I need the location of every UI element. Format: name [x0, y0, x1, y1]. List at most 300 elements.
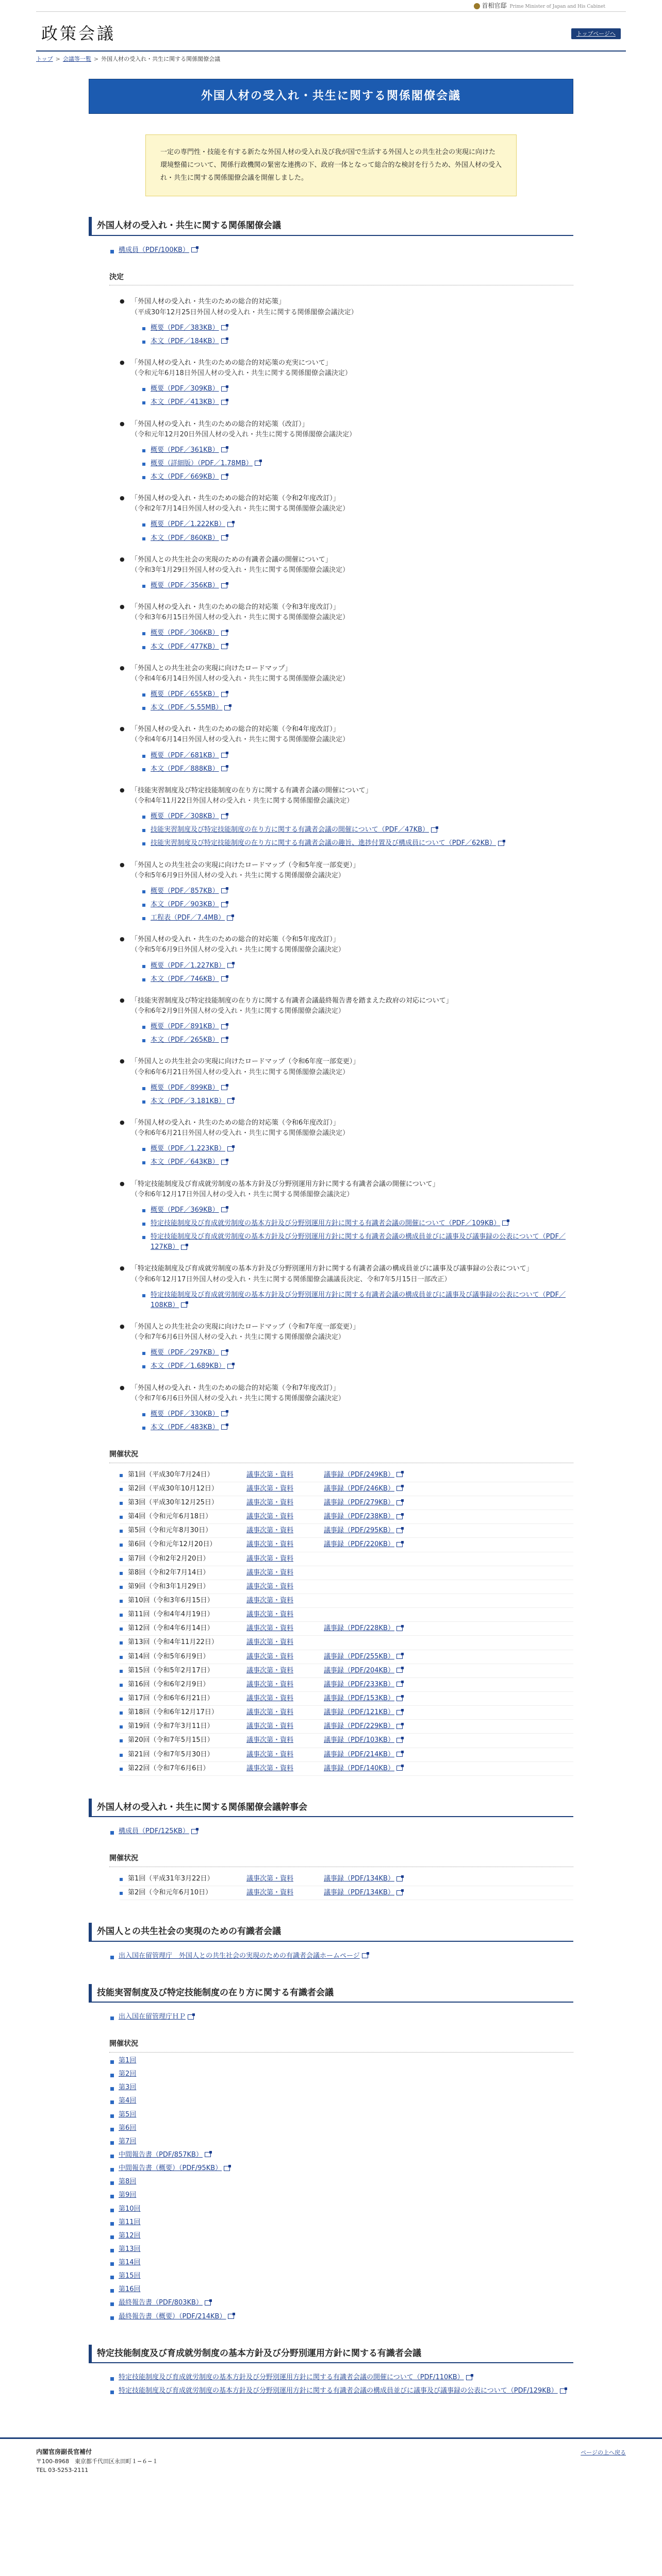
meeting-minutes-cell	[324, 1498, 427, 1508]
pdf-link[interactable]: 特定技能制度及び育成就労制度の基本方針及び分野別運用方針に関する有識者会議の開催について（PDF／109KB）	[151, 1219, 501, 1227]
decision-subtitle: （令和6年12月17日外国人材の受入れ・共生に関する関係閣僚会議議長決定、令和7年5月15日一部改正）	[131, 1275, 451, 1283]
pdf-link[interactable]: 概要（PDF／297KB）	[151, 1349, 219, 1357]
list-item	[142, 1232, 573, 1252]
pdf-link[interactable]: 概要（PDF／369KB）	[151, 1206, 219, 1214]
decision-item	[120, 555, 573, 591]
pdf-link[interactable]: 概要（PDF／891KB）	[151, 1023, 219, 1031]
meeting-minutes-cell	[324, 1666, 427, 1676]
external-link-icon	[205, 2300, 211, 2306]
decision-item	[120, 1383, 573, 1433]
external-link-icon	[466, 2375, 472, 2380]
pdf-link[interactable]: 特定技能制度及び育成就労制度の基本方針及び分野別運用方針に関する有識者会議の構成員並びに議事及び議事録の公表について（PDF／108KB）	[151, 1291, 566, 1309]
meeting-docs-link[interactable]: 議事次第・資料	[246, 1554, 294, 1563]
meeting-label: 第5回（令和元年8月30日）	[128, 1527, 212, 1535]
meeting-docs-cell	[246, 1707, 324, 1718]
meeting-link[interactable]: 第15回	[119, 2272, 141, 2280]
pdf-link[interactable]: 特定技能制度及び育成就労制度の基本方針及び分野別運用方針に関する有識者会議の開催について（PDF/110KB）	[119, 2374, 464, 2382]
meeting-docs-link[interactable]: 議事次第・資料	[246, 1597, 294, 1605]
meeting-label: 第13回（令和4年11月22日）	[128, 1638, 218, 1647]
decision-title: 「外国人材の受入れ・共生のための総合的対応策（令和2年度改訂）」	[131, 495, 340, 503]
kantei-name: 首相官邸	[482, 2, 507, 9]
meeting-minutes-link[interactable]: 議事録（PDF/220KB）	[324, 1540, 394, 1549]
meeting-docs-link[interactable]: 議事次第・資料	[246, 1722, 294, 1731]
decision-item	[120, 1264, 573, 1311]
meeting-row	[120, 1580, 573, 1594]
decision-subtitle: （令和4年11月22日外国人材の受入れ・共生に関する関係閣僚会議決定）	[131, 797, 354, 805]
pdf-link[interactable]: 概要（PDF／361KB）	[151, 446, 219, 454]
list-item	[142, 689, 573, 700]
meeting-docs-cell	[246, 1526, 324, 1536]
meeting-row	[120, 1496, 573, 1510]
external-link-icon	[221, 1350, 227, 1355]
external-link-icon	[181, 1302, 187, 1308]
meeting-docs-link[interactable]: 議事次第・資料	[246, 1624, 294, 1633]
decision-links	[142, 1348, 573, 1371]
pdf-link[interactable]: 本文（PDF／669KB）	[151, 473, 219, 481]
external-link-icon	[221, 338, 227, 344]
list-item	[109, 2372, 573, 2383]
pdf-link[interactable]: 本文（PDF／477KB）	[151, 642, 219, 651]
meeting-link[interactable]: 第4回	[119, 2097, 137, 2105]
pdf-link[interactable]: 本文（PDF／746KB）	[151, 975, 219, 983]
external-link-icon	[396, 1668, 403, 1673]
list-item	[142, 581, 573, 591]
meeting-minutes-link[interactable]: 議事録（PDF/229KB）	[324, 1722, 394, 1731]
meeting-docs-cell	[246, 1512, 324, 1522]
meeting-docs-link[interactable]: 議事次第・資料	[246, 1540, 294, 1549]
meeting-docs-link[interactable]: 議事次第・資料	[246, 1582, 294, 1590]
meeting-link[interactable]: 中間報告書（概要）（PDF/95KB）	[119, 2164, 222, 2173]
pdf-link[interactable]: 本文（PDF／413KB）	[151, 398, 219, 406]
meeting-minutes-link[interactable]: 議事録（PDF/121KB）	[324, 1708, 394, 1717]
decision-links	[142, 581, 573, 591]
meeting-link[interactable]: 第2回	[119, 2070, 137, 2078]
pdf-link[interactable]: 工程表（PDF／7.4MB）	[151, 914, 225, 922]
intro-box: 一定の専門性・技能を有する新たな外国人材の受入れ及び我が国で生活する外国人との共生社会の実現に向けた環境整備について、関係行政機関の緊密な連携の下、政府一体となって総合的な検討を行うため、外国人材の受入れ・共生に関する関係閣僚会議を開催しました。	[145, 134, 517, 196]
pdf-link[interactable]: 本文（PDF／903KB）	[151, 901, 219, 908]
pdf-link[interactable]: 概要（PDF／1.222KB）	[151, 520, 225, 529]
meeting-docs-cell	[246, 1735, 324, 1745]
meeting-link[interactable]: 第10回	[119, 2205, 141, 2213]
meeting-minutes-link[interactable]: 議事録（PDF/233KB）	[324, 1680, 394, 1688]
meeting-row	[120, 1664, 573, 1678]
list-item	[109, 2056, 573, 2066]
external-site-link[interactable]: 出入国在留管理庁ＨＰ	[119, 2013, 186, 2021]
members-pdf-link[interactable]: 構成員（PDF/100KB）	[119, 246, 189, 254]
pdf-link[interactable]: 概要（PDF／899KB）	[151, 1083, 219, 1092]
decision-item	[120, 996, 573, 1046]
decision-item	[120, 358, 573, 408]
meeting-label: 第17回（令和6年6月21日）	[128, 1694, 214, 1702]
decision-subtitle: （令和5年6月9日外国人材の受入れ・共生に関する関係閣僚会議決定）	[131, 946, 345, 954]
top-page-button[interactable]: トップページへ	[571, 28, 621, 39]
list-item	[142, 642, 573, 652]
meeting-link[interactable]: 第13回	[119, 2245, 141, 2253]
meeting-label: 第16回（令和6年2月9日）	[128, 1680, 210, 1688]
meeting-minutes-link[interactable]: 議事録（PDF/134KB）	[324, 1889, 394, 1897]
meeting-link[interactable]: 第12回	[119, 2231, 141, 2240]
meeting-minutes-link[interactable]: 議事録（PDF/279KB）	[324, 1499, 394, 1507]
section-body	[89, 1817, 573, 1910]
pdf-link[interactable]: 本文（PDF／483KB）	[151, 1423, 219, 1431]
meeting-minutes-link[interactable]: 議事録（PDF/134KB）	[324, 1875, 394, 1883]
external-link-icon	[221, 1425, 227, 1430]
meeting-docs-link[interactable]: 議事次第・資料	[246, 1513, 294, 1521]
kantei-logo[interactable]	[474, 1, 605, 11]
external-link-icon	[255, 461, 261, 466]
pdf-link[interactable]: 本文（PDF／184KB）	[151, 337, 219, 345]
decision-subtitle: （令和4年6月14日外国人材の受入れ・共生に関する関係閣僚会議決定）	[131, 736, 350, 744]
decision-links	[142, 384, 573, 408]
meeting-docs-cell	[246, 1623, 324, 1634]
list-item	[109, 2190, 573, 2200]
external-link-icon	[221, 902, 227, 907]
decision-item	[120, 419, 573, 483]
list-item	[142, 838, 573, 849]
decision-subtitle: （令和3年1月29日外国人材の受入れ・共生に関する関係閣僚会議決定）	[131, 566, 350, 574]
list-item	[142, 533, 573, 544]
pdf-link[interactable]: 概要（PDF／308KB）	[151, 812, 219, 821]
meeting-link[interactable]: 最終報告書（概要）（PDF/214KB）	[119, 2312, 226, 2320]
external-link-icon	[221, 692, 227, 697]
meeting-row	[120, 1692, 573, 1706]
meeting-minutes-cell	[324, 1693, 427, 1704]
breadcrumb-home[interactable]: トップ	[36, 56, 53, 62]
meeting-docs-link[interactable]: 議事次第・資料	[246, 1666, 294, 1674]
meeting-docs-link[interactable]: 議事次第・資料	[246, 1652, 294, 1660]
external-link-icon	[221, 583, 227, 588]
external-link-icon	[221, 766, 227, 771]
meeting-row	[120, 1594, 573, 1608]
pdf-link[interactable]: 本文（PDF／860KB）	[151, 534, 219, 542]
meeting-link[interactable]: 第5回	[119, 2110, 137, 2119]
meeting-docs-cell	[246, 1470, 324, 1480]
meeting-row	[120, 1636, 573, 1650]
meeting-label: 第20回（令和7年5月15日）	[128, 1736, 214, 1744]
meeting-docs-cell	[246, 1693, 324, 1704]
decision-links	[142, 1083, 573, 1107]
decision-links	[142, 961, 573, 985]
list-item	[109, 2204, 573, 2214]
external-link-icon	[396, 1472, 403, 1477]
pdf-link[interactable]: 概要（PDF／681KB）	[151, 751, 219, 759]
external-site-link[interactable]: 出入国在留管理庁 外国人との共生社会の実現のための有識者会議ホームページ	[119, 1952, 360, 1960]
pdf-link[interactable]: 概要（PDF／306KB）	[151, 629, 219, 637]
external-link-icon	[396, 1766, 403, 1771]
list-item	[109, 2082, 573, 2093]
meeting-minutes-link[interactable]: 議事録（PDF/255KB）	[324, 1652, 394, 1660]
meeting-minutes-link[interactable]: 議事録（PDF/246KB）	[324, 1484, 394, 1493]
decision-links	[142, 628, 573, 652]
page-top-link[interactable]: ページの上へ戻る	[581, 2449, 626, 2456]
list-item	[142, 336, 573, 347]
breadcrumb-meetings[interactable]: 会議等一覧	[62, 56, 91, 62]
decision-links	[142, 445, 573, 482]
decision-links	[142, 886, 573, 923]
members-pdf-link[interactable]: 構成員（PDF/125KB）	[119, 1827, 189, 1836]
pdf-link[interactable]: 概要（PDF／356KB）	[151, 582, 219, 590]
decision-subtitle: （令和6年6月21日外国人材の受入れ・共生に関する関係閣僚会議決定）	[131, 1068, 350, 1076]
decision-links	[142, 811, 573, 849]
meeting-minutes-link[interactable]: 議事録（PDF/228KB）	[324, 1624, 394, 1633]
external-link-icon	[221, 474, 227, 480]
meeting-minutes-link[interactable]: 議事録（PDF/295KB）	[324, 1527, 394, 1535]
pdf-link[interactable]: 概要（PDF／383KB）	[151, 324, 219, 332]
external-link-icon	[227, 1098, 234, 1104]
meeting-minutes-cell	[324, 1623, 427, 1634]
meeting-docs-link[interactable]: 議事次第・資料	[246, 1611, 294, 1619]
list-item	[142, 1422, 573, 1433]
list-item	[142, 900, 573, 910]
decision-subtitle: （令和6年6月21日外国人材の受入れ・共生に関する関係閣僚会議決定）	[131, 1129, 350, 1138]
external-link-icon	[221, 1085, 227, 1090]
pdf-link[interactable]: 本文（PDF／5.55MB）	[151, 704, 223, 712]
meeting-minutes-link[interactable]: 議事録（PDF/249KB）	[324, 1470, 394, 1479]
external-link-icon	[221, 976, 227, 981]
decision-links	[142, 1022, 573, 1045]
list-item	[109, 2150, 573, 2160]
meeting-docs-cell	[246, 1764, 324, 1774]
meeting-minutes-link[interactable]: 議事録（PDF/204KB）	[324, 1666, 394, 1674]
external-link-icon	[396, 1710, 403, 1715]
meeting-docs-link[interactable]: 議事次第・資料	[246, 1750, 294, 1758]
meeting-label: 第3回（平成30年12月25日）	[128, 1499, 218, 1507]
list-item	[142, 472, 573, 482]
meeting-row	[120, 1538, 573, 1552]
section-body	[89, 2003, 573, 2332]
pdf-link[interactable]: 概要（PDF／857KB）	[151, 887, 219, 895]
list-item	[109, 2312, 573, 2322]
external-link-icon	[560, 2388, 566, 2394]
meeting-minutes-cell	[324, 1764, 427, 1774]
meeting-docs-cell	[246, 1554, 324, 1564]
section-title: 外国人との共生社会の実現のための有識者会議	[89, 1923, 573, 1941]
decision-links	[142, 1144, 573, 1167]
meeting-docs-cell	[246, 1582, 324, 1592]
meeting-row	[120, 1566, 573, 1580]
decision-title: 「外国人材の受入れ・共生のための総合的対応策」	[131, 298, 286, 306]
meeting-link[interactable]: 第3回	[119, 2083, 137, 2092]
meeting-label: 第21回（令和7年5月30日）	[128, 1750, 214, 1758]
site-title[interactable]: 政策会議	[41, 24, 116, 43]
decision-list	[120, 297, 573, 1433]
external-link-icon	[188, 2014, 194, 2020]
list-item	[109, 2163, 573, 2174]
breadcrumb-separator-icon: >	[55, 56, 60, 62]
pdf-link[interactable]: 概要（詳細版）（PDF／1.78MB）	[151, 459, 253, 467]
footer-org: 内閣官房副長官補付	[36, 2448, 92, 2456]
list-item	[142, 1290, 573, 1311]
decision-item	[120, 602, 573, 652]
pdf-link[interactable]: 特定技能制度及び育成就労制度の基本方針及び分野別運用方針に関する有識者会議の構成員並びに議事及び議事録の公表について（PDF/129KB）	[119, 2387, 558, 2395]
decision-item	[120, 1179, 573, 1253]
meeting-docs-cell	[246, 1680, 324, 1690]
meeting-minutes-link[interactable]: 議事録（PDF/140KB）	[324, 1764, 394, 1772]
meeting-docs-link[interactable]: 議事次第・資料	[246, 1527, 294, 1535]
decision-subtitle: （令和7年6月6日外国人材の受入れ・共生に関する関係閣僚会議決定）	[131, 1333, 345, 1342]
meeting-docs-link[interactable]: 議事次第・資料	[246, 1470, 294, 1479]
decision-title: 「外国人との共生社会の実現のための有識者会議の開催について」	[131, 555, 332, 564]
decision-item	[120, 724, 573, 774]
external-link-icon	[396, 1528, 403, 1533]
meeting-minutes-link[interactable]: 議事録（PDF/214KB）	[324, 1750, 394, 1758]
meeting-minutes-cell	[324, 1539, 427, 1550]
main-content	[89, 79, 573, 2406]
external-link-icon	[396, 1752, 403, 1757]
breadcrumb-current: 外国人材の受入れ・共生に関する関係閣僚会議	[101, 56, 221, 62]
pdf-link[interactable]: 技能実習制度及び特定技能制度の在り方に関する有識者会議の開催について（PDF／47KB）	[151, 826, 429, 834]
meeting-docs-link[interactable]: 議事次第・資料	[246, 1694, 294, 1702]
pdf-link[interactable]: 本文（PDF／3.181KB）	[151, 1097, 225, 1105]
external-link-icon	[396, 1500, 403, 1505]
list-item	[109, 2110, 573, 2120]
meeting-label: 第14回（令和5年6月9日）	[128, 1652, 210, 1660]
meeting-list	[109, 2056, 573, 2322]
meeting-minutes-link[interactable]: 議事録（PDF/103KB）	[324, 1736, 394, 1744]
meeting-docs-link[interactable]: 議事次第・資料	[246, 1638, 294, 1647]
meeting-docs-link[interactable]: 議事次第・資料	[246, 1764, 294, 1772]
pdf-link[interactable]: 概要（PDF／1.223KB）	[151, 1145, 225, 1153]
external-link-icon	[498, 841, 504, 846]
external-link-icon	[221, 888, 227, 893]
meeting-minutes-link[interactable]: 議事録（PDF/238KB）	[324, 1513, 394, 1521]
decision-item	[120, 494, 573, 544]
breadcrumb-separator-icon: >	[93, 56, 99, 62]
meeting-row	[120, 1706, 573, 1720]
meeting-label: 第18回（令和6年12月17日）	[128, 1708, 218, 1717]
meeting-row	[120, 1524, 573, 1538]
decision-subtitle: （令和元年12月20日外国人材の受入れ・共生に関する関係閣僚会議決定）	[131, 430, 356, 438]
decision-title: 「外国人材の受入れ・共生のための総合的対応策（令和5年度改訂）」	[131, 936, 340, 944]
pdf-link[interactable]: 本文（PDF／1.689KB）	[151, 1362, 225, 1370]
meetings-title: 開催状況	[109, 2036, 573, 2053]
pdf-link[interactable]: 概要（PDF／309KB）	[151, 385, 219, 393]
external-link-icon	[224, 705, 230, 710]
list-item	[142, 397, 573, 408]
decision-subtitle: （令和元年6月18日外国人材の受入れ・共生に関する関係閣僚会議決定）	[131, 369, 352, 378]
list-item	[142, 825, 573, 835]
list-item	[142, 519, 573, 530]
meeting-label: 第12回（令和4年6月14日）	[128, 1624, 214, 1633]
decision-links	[142, 1205, 573, 1253]
pdf-link[interactable]: 本文（PDF／643KB）	[151, 1158, 219, 1166]
decision-item	[120, 860, 573, 924]
meeting-docs-link[interactable]: 議事次第・資料	[246, 1484, 294, 1493]
meeting-docs-cell	[246, 1874, 324, 1884]
meeting-docs-link[interactable]: 議事次第・資料	[246, 1736, 294, 1744]
meetings-title: 開催状況	[109, 1446, 573, 1463]
list-item	[109, 2258, 573, 2268]
meeting-link[interactable]: 第6回	[119, 2124, 137, 2132]
meeting-row	[120, 1762, 573, 1776]
meeting-minutes-link[interactable]: 議事録（PDF/153KB）	[324, 1694, 394, 1702]
paulownia-crest-icon	[474, 3, 480, 9]
meeting-label: 第4回（令和元年6月18日）	[128, 1513, 212, 1521]
meeting-docs-cell	[246, 1568, 324, 1578]
decision-subtitle: （令和5年6月9日外国人材の受入れ・共生に関する関係閣僚会議決定）	[131, 871, 345, 879]
meeting-link[interactable]: 第11回	[119, 2218, 141, 2226]
meeting-row	[120, 1720, 573, 1734]
meeting-label: 第9回（令和3年1月29日）	[128, 1582, 210, 1590]
meeting-docs-link[interactable]: 議事次第・資料	[246, 1680, 294, 1688]
meeting-row	[120, 1886, 573, 1900]
meeting-link[interactable]: 第8回	[119, 2178, 137, 2186]
meeting-label: 第1回（平成31年3月22日）	[128, 1875, 214, 1883]
meeting-minutes-cell	[324, 1512, 427, 1522]
meeting-link[interactable]: 第7回	[119, 2137, 137, 2145]
section-body	[89, 2363, 573, 2406]
meeting-minutes-cell	[324, 1470, 427, 1480]
external-link-icon	[221, 644, 227, 649]
external-link-icon	[221, 447, 227, 452]
pdf-link[interactable]: 概要（PDF／330KB）	[151, 1410, 219, 1418]
meeting-docs-link[interactable]: 議事次第・資料	[246, 1889, 294, 1897]
pdf-link[interactable]: 技能実習制度及び特定技能制度の在り方に関する有識者会議の趣旨、進捗付置及び構成員について（PDF／62KB）	[151, 839, 496, 848]
decision-subtitle: （平成30年12月25日外国人材の受入れ・共生に関する関係閣僚会議決定）	[131, 308, 358, 316]
meeting-link[interactable]: 第1回	[119, 2056, 137, 2064]
meeting-link[interactable]: 第14回	[119, 2259, 141, 2267]
list-item	[142, 974, 573, 985]
footer	[0, 2437, 662, 2490]
meeting-label: 第2回（平成30年10月12日）	[128, 1484, 218, 1493]
list-item	[109, 2137, 573, 2147]
pdf-link[interactable]: 概要（PDF／1.227KB）	[151, 961, 225, 970]
meeting-label: 第6回（令和元年12月20日）	[128, 1540, 217, 1549]
external-link-icon	[221, 814, 227, 819]
meeting-docs-link[interactable]: 議事次第・資料	[246, 1708, 294, 1717]
list-item	[142, 1035, 573, 1045]
meeting-docs-link[interactable]: 議事次第・資料	[246, 1568, 294, 1577]
list-item	[109, 2284, 573, 2295]
decision-links	[142, 519, 573, 543]
decision-subtitle: （令和6年12月17日外国人材の受入れ・共生に関する関係閣僚会議決定）	[131, 1190, 354, 1198]
list-item	[109, 2231, 573, 2241]
section-title: 外国人材の受入れ・共生に関する関係閣僚会議	[89, 217, 573, 235]
meeting-link[interactable]: 第16回	[119, 2285, 141, 2294]
meeting-label: 第1回（平成30年7月24日）	[128, 1470, 214, 1479]
meeting-docs-link[interactable]: 議事次第・資料	[246, 1875, 294, 1883]
decision-item	[120, 1118, 573, 1168]
meeting-link[interactable]: 最終報告書（PDF/803KB）	[119, 2299, 203, 2307]
external-link-icon	[221, 1160, 227, 1165]
section-title: 外国人材の受入れ・共生に関する関係閣僚会議幹事会	[89, 1799, 573, 1817]
meeting-minutes-cell	[324, 1750, 427, 1760]
meeting-list	[120, 1872, 573, 1900]
external-link-icon	[396, 1876, 403, 1882]
list-item	[142, 886, 573, 896]
external-link-icon	[221, 535, 227, 540]
decision-subtitle: （令和6年2月9日外国人材の受入れ・共生に関する関係閣僚会議決定）	[131, 1007, 345, 1015]
external-link-icon	[181, 1245, 187, 1250]
meeting-row	[120, 1622, 573, 1636]
decision-links	[142, 323, 573, 347]
decisions-title: 決定	[109, 269, 573, 286]
section-title: 技能実習制度及び特定技能制度の在り方に関する有識者会議	[89, 1984, 573, 2003]
meeting-docs-link[interactable]: 議事次第・資料	[246, 1499, 294, 1507]
meeting-minutes-cell	[324, 1721, 427, 1732]
pdf-link[interactable]: 概要（PDF／655KB）	[151, 690, 219, 699]
list-item	[109, 2096, 573, 2106]
meetings-title: 開催状況	[109, 1850, 573, 1867]
meeting-minutes-cell	[324, 1526, 427, 1536]
meeting-label: 第2回（令和元年6月10日）	[128, 1889, 212, 1897]
pdf-link[interactable]: 特定技能制度及び育成就労制度の基本方針及び分野別運用方針に関する有識者会議の構成員並びに議事及び議事録の公表について（PDF／127KB）	[151, 1233, 566, 1251]
pdf-link[interactable]: 本文（PDF／888KB）	[151, 765, 219, 773]
meeting-link[interactable]: 中間報告書（PDF/857KB）	[119, 2150, 203, 2159]
pdf-link[interactable]: 本文（PDF／265KB）	[151, 1036, 219, 1044]
decision-links	[142, 751, 573, 774]
meeting-link[interactable]: 第9回	[119, 2191, 137, 2199]
